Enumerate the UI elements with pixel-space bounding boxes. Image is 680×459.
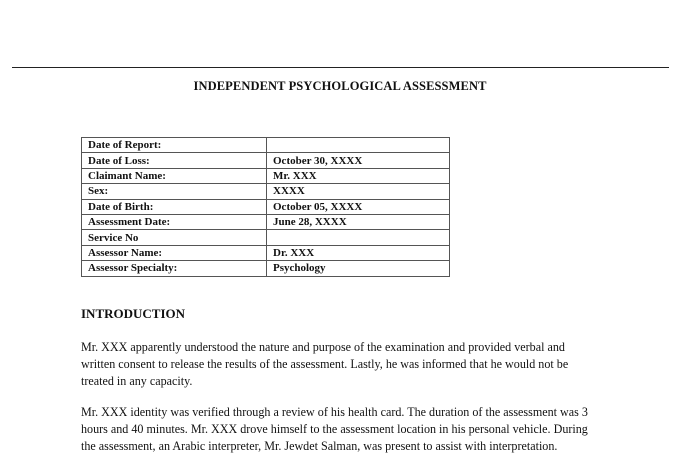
table-row bbox=[82, 245, 450, 260]
row-label: Assessment Date: bbox=[82, 214, 267, 229]
assessment-info-table bbox=[81, 137, 450, 277]
row-value: Mr. XXX bbox=[267, 168, 450, 183]
introduction-paragraph: Mr. XXX apparently understood the nature and purpose of the examination and provided verbal and written consent to release the results of the assessment. Lastly, he was informed that he would not be treated in any capacity. bbox=[81, 340, 569, 388]
introduction-heading: INTRODUCTION bbox=[81, 306, 186, 321]
row-label: Date of Report: bbox=[82, 138, 267, 153]
table-row bbox=[82, 153, 450, 168]
table-row bbox=[82, 230, 450, 245]
row-label: Date of Birth: bbox=[82, 199, 267, 214]
table-row bbox=[82, 138, 450, 153]
table-row bbox=[82, 214, 450, 229]
row-label: Assessor Name: bbox=[82, 245, 267, 260]
row-value: June 28, XXXX bbox=[267, 214, 450, 229]
document-title: INDEPENDENT PSYCHOLOGICAL ASSESSMENT bbox=[193, 79, 487, 93]
row-value bbox=[267, 138, 450, 153]
row-label: Date of Loss: bbox=[82, 153, 267, 168]
table-row bbox=[82, 184, 450, 199]
row-value bbox=[267, 230, 450, 245]
row-label: Assessor Specialty: bbox=[82, 261, 267, 276]
header-rule bbox=[12, 67, 669, 68]
table-row bbox=[82, 199, 450, 214]
row-label: Claimant Name: bbox=[82, 168, 267, 183]
table-row bbox=[82, 261, 450, 276]
row-value: XXXX bbox=[267, 184, 450, 199]
row-value: October 30, XXXX bbox=[267, 153, 450, 168]
row-value: October 05, XXXX bbox=[267, 199, 450, 214]
introduction-paragraph: Mr. XXX identity was verified through a review of his health card. The duration of the assessment was 3 hours and 40 minutes. Mr. XXX drove himself to the assessment location in his personal vehicle. During the assessment, an Arabic interpreter, Mr. Jewdet Salman, was present to assist with interpretation. bbox=[81, 405, 588, 453]
row-value: Psychology bbox=[267, 261, 450, 276]
row-label: Service No bbox=[82, 230, 267, 245]
row-value: Dr. XXX bbox=[267, 245, 450, 260]
table-row bbox=[82, 168, 450, 183]
row-label: Sex: bbox=[82, 184, 267, 199]
